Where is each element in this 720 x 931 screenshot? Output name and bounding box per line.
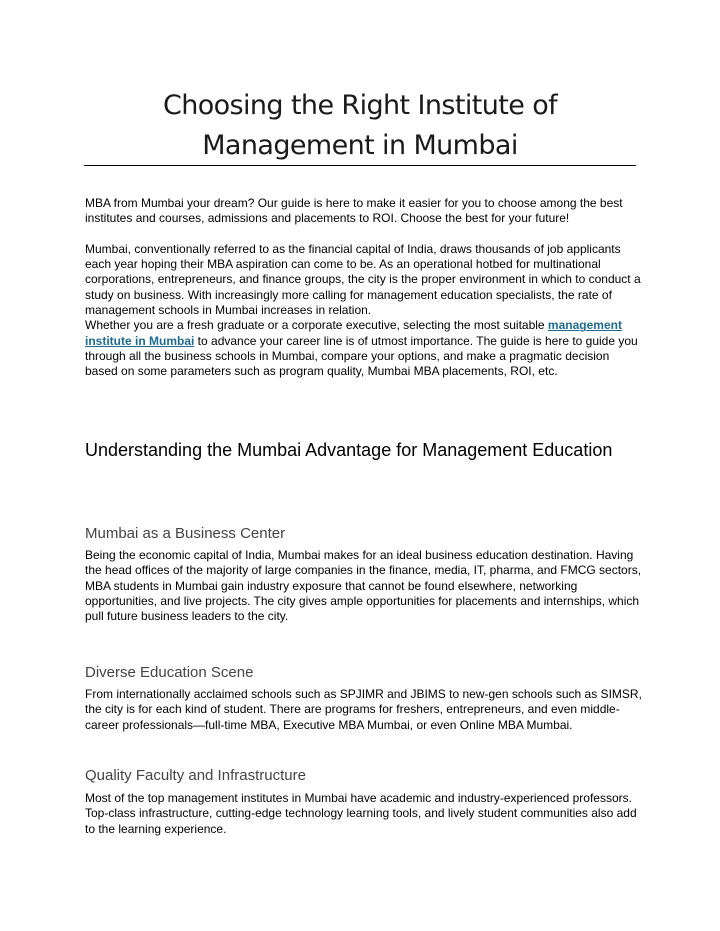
- subsection-heading-business-center: Mumbai as a Business Center: [85, 525, 286, 542]
- title-divider: [84, 165, 636, 166]
- intro-paragraph-3-end: to advance your career line is of utmost importance. The guide is here to guide you through all the business schools in Mumbai, compare your options, and make a pragmatic decision based on some parameters such as program quality, Mumbai MBA placements, ROI, etc.: [85, 333, 638, 379]
- title-line-2: Management in Mumbai: [202, 130, 518, 161]
- diverse-education-paragraph: From internationally acclaimed schools such as SPJIMR and JBIMS to new-gen schools such as SIMSR, the city is for each kind of student. There are programs for freshers, entrepreneurs, and even middle-career professionals—full-time MBA, Executive MBA Mumbai, or even Online MBA Mumbai.: [85, 687, 642, 732]
- subsection-text-faculty: [85, 791, 645, 837]
- intro-block: [85, 196, 645, 380]
- intro-paragraph-2: Mumbai, conventionally referred to as the financial capital of India, draws thousands of job applicants each year hoping their MBA aspiration can come to be. As an operational hotbed for multinational corporations, entrepreneurs, and finance groups, the city is the proper environment in which to conduct a study on business. With increasingly more calling for management education specialists, the rate of management schools in Mumbai increases in relation.: [85, 241, 641, 318]
- subsection-text-business-center: [85, 548, 645, 624]
- page-title: [84, 86, 636, 166]
- subsection-text-diverse-education: [85, 687, 645, 733]
- intro-paragraph-3: [85, 318, 645, 379]
- faculty-paragraph: Most of the top management institutes in Mumbai have academic and industry-experienced professors. Top-class infrastructure, cutting-edge technology learning tools, and lively student communities also add to the learning experience.: [85, 791, 637, 836]
- business-center-paragraph: Being the economic capital of India, Mumbai makes for an ideal business education destination. Having the head offices of the majority of large companies in the finance, media, IT, pharma, and FMCG sectors, MBA students in Mumbai gain industry exposure that cannot be found elsewhere, networking opportunities, and live projects. The city gives ample opportunities for placements and internships, which pull future business leaders to the city.: [85, 548, 642, 624]
- subsection-heading-faculty: Quality Faculty and Infrastructure: [85, 767, 306, 784]
- section-heading: Understanding the Mumbai Advantage for Management Education: [85, 440, 613, 460]
- institute-link[interactable]: management institute in Mumbai: [85, 318, 622, 348]
- title-line-1: Choosing the Right Institute of: [162, 90, 558, 121]
- subsection-heading-diverse-education: Diverse Education Scene: [85, 664, 254, 681]
- intro-paragraph-3-start: Whether you are a fresh graduate or a corporate executive, selecting the most suitable: [85, 318, 548, 333]
- intro-paragraph-1: MBA from Mumbai your dream? Our guide is here to make it easier for you to choose among the best institutes and courses, admissions and placements to ROI. Choose the best for your future!: [85, 196, 623, 226]
